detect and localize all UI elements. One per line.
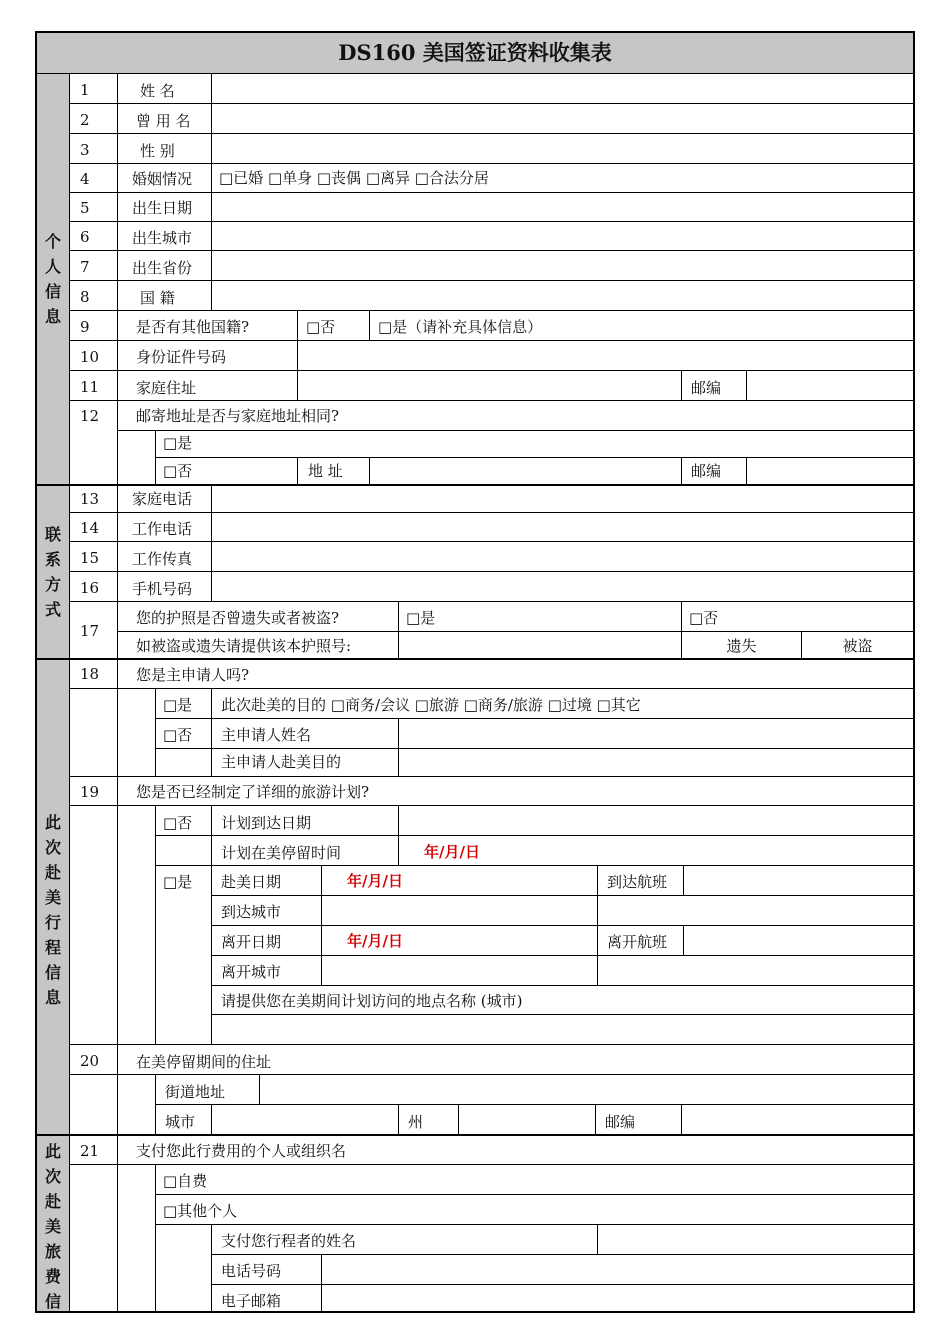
table-rule [398, 805, 399, 865]
section-personal: 个人信息 [44, 232, 61, 326]
other-nationality-label: 是否有其他国籍? [136, 318, 250, 336]
main-applicant-no[interactable]: □否 [163, 726, 193, 744]
home-address-label: 家庭住址 [136, 379, 197, 397]
planned-arrival-label: 计划到达日期 [221, 814, 312, 832]
departure-date-label: 离开日期 [221, 933, 282, 951]
table-rule [117, 430, 914, 431]
table-rule [69, 133, 914, 134]
table-rule [35, 31, 37, 1313]
form-title: DS160 美国签证资料收集表 [338, 40, 612, 65]
mailing-address-label: 地 址 [308, 462, 343, 480]
arrival-date-label: 赴美日期 [221, 873, 282, 891]
row-15-num: 15 [80, 549, 100, 567]
row-2-num: 2 [80, 111, 90, 129]
travel-plan-question: 您是否已经制定了详细的旅游计划? [136, 783, 370, 801]
table-rule [259, 1074, 260, 1104]
table-rule [155, 1164, 156, 1312]
table-rule [69, 310, 914, 311]
table-rule [398, 1104, 399, 1135]
street-address-label: 街道地址 [165, 1083, 226, 1101]
birth-city-label: 出生城市 [132, 229, 193, 247]
passport-lost-label[interactable]: 遗失 [726, 637, 757, 655]
table-rule [35, 1134, 915, 1136]
table-rule [155, 865, 914, 866]
home-phone-label: 家庭电话 [132, 490, 193, 508]
us-address-label: 在美停留期间的住址 [136, 1053, 272, 1071]
table-rule [297, 310, 298, 400]
table-rule [321, 865, 322, 985]
table-rule [681, 457, 682, 485]
table-rule [211, 1224, 212, 1312]
gender-label: 性 别 [140, 142, 175, 160]
mobile-label: 手机号码 [132, 580, 193, 598]
row-9-num: 9 [80, 318, 90, 336]
planned-stay-label: 计划在美停留时间 [221, 844, 342, 862]
travel-plan-yes[interactable]: □是 [163, 873, 193, 891]
table-rule [211, 925, 914, 926]
table-rule [681, 1104, 682, 1135]
table-rule [69, 688, 914, 689]
trip-purpose-options[interactable]: 此次赴美的目的 □商务/会议 □旅游 □商务/旅游 □过境 □其它 [221, 696, 641, 714]
departure-date-format: 年/月/日 [347, 932, 403, 950]
planned-stay-date-format: 年/月/日 [424, 843, 480, 861]
table-rule [69, 571, 914, 572]
row-12-num: 12 [80, 407, 100, 425]
row-11-num: 11 [80, 378, 100, 396]
main-applicant-name-label: 主申请人姓名 [221, 726, 312, 744]
table-rule [155, 718, 914, 719]
table-rule [155, 805, 156, 1044]
table-rule [69, 1074, 914, 1075]
other-nationality-no[interactable]: □否 [306, 318, 336, 336]
table-rule [35, 484, 915, 486]
table-rule [155, 1074, 156, 1135]
arrival-city-label: 到达城市 [221, 903, 282, 921]
work-fax-label: 工作传真 [132, 550, 193, 568]
row-19-num: 19 [80, 783, 100, 801]
row-20-num: 20 [80, 1052, 100, 1070]
home-zip-label: 邮编 [691, 379, 722, 397]
table-rule [155, 1224, 914, 1225]
table-rule [297, 457, 298, 485]
table-rule [69, 512, 914, 513]
passport-lost-no[interactable]: □否 [689, 609, 719, 627]
birth-date-label: 出生日期 [132, 199, 193, 217]
payer-name-label: 支付您行程者的姓名 [221, 1232, 357, 1250]
table-rule [69, 103, 914, 104]
other-nationality-yes[interactable]: □是（请补充具体信息） [378, 318, 543, 336]
table-rule [211, 73, 212, 310]
mailing-same-label: 邮寄地址是否与家庭地址相同? [136, 407, 340, 425]
table-rule [69, 280, 914, 281]
arrival-date-format: 年/月/日 [347, 872, 403, 890]
row-5-num: 5 [80, 199, 90, 217]
table-rule [69, 1044, 914, 1045]
name-label: 姓 名 [140, 82, 175, 100]
row-16-num: 16 [80, 579, 100, 597]
mailing-zip-label: 邮编 [691, 462, 722, 480]
payer-question: 支付您此行费用的个人或组织名 [136, 1142, 347, 1160]
section-contact: 联系方式 [44, 525, 61, 619]
row-7-num: 7 [80, 258, 90, 276]
row-18-num: 18 [80, 665, 100, 683]
table-rule [69, 776, 914, 777]
planned-places-label: 请提供您在美期间计划访问的地点名称 (城市) [221, 992, 523, 1010]
table-rule [155, 1194, 914, 1195]
mailing-same-no[interactable]: □否 [163, 462, 193, 480]
main-applicant-purpose-label: 主申请人赴美目的 [221, 753, 342, 771]
table-rule [746, 370, 747, 400]
row-21-num: 21 [80, 1142, 100, 1160]
self-pay-option[interactable]: □自费 [163, 1172, 208, 1190]
travel-plan-no[interactable]: □否 [163, 814, 193, 832]
table-rule [35, 1311, 915, 1313]
table-rule [211, 955, 914, 956]
table-rule [155, 748, 914, 749]
table-rule [211, 1254, 914, 1255]
table-rule [69, 1164, 914, 1165]
table-rule [69, 340, 914, 341]
departure-flight-label: 离开航班 [607, 933, 668, 951]
table-rule [746, 457, 747, 485]
table-rule [211, 805, 212, 1044]
passport-number-prompt: 如被盗或遗失请提供该本护照号: [136, 637, 352, 655]
table-rule [211, 1104, 212, 1135]
section-funding: 此次赴美旅费信 [44, 1142, 61, 1311]
table-rule [595, 1104, 596, 1135]
row-10-num: 10 [80, 348, 100, 366]
marital-options[interactable]: □已婚 □单身 □丧偶 □离异 □合法分居 [219, 169, 489, 187]
table-rule [597, 865, 598, 985]
row-8-num: 8 [80, 288, 90, 306]
main-applicant-yes[interactable]: □是 [163, 696, 193, 714]
table-rule [69, 400, 914, 401]
table-rule [211, 895, 914, 896]
table-rule [458, 1104, 459, 1135]
passport-lost-question: 您的护照是否曾遗失或者被盗? [136, 609, 340, 627]
payer-email-label: 电子邮箱 [221, 1292, 282, 1310]
table-rule [683, 865, 684, 895]
marital-label: 婚姻情况 [132, 170, 193, 188]
us-zip-label: 邮编 [605, 1113, 636, 1131]
row-6-num: 6 [80, 228, 90, 246]
table-rule [398, 601, 399, 659]
table-rule [398, 718, 399, 776]
table-rule [913, 31, 915, 1313]
table-rule [69, 221, 914, 222]
table-rule [369, 310, 370, 340]
work-phone-label: 工作电话 [132, 520, 193, 538]
table-rule [69, 541, 914, 542]
table-rule [211, 1284, 914, 1285]
payer-phone-label: 电话号码 [221, 1262, 282, 1280]
table-rule [69, 163, 914, 164]
us-city-label: 城市 [165, 1113, 196, 1131]
table-rule [211, 486, 212, 601]
table-rule [155, 835, 914, 836]
nationality-label: 国 籍 [140, 289, 175, 307]
us-state-label: 州 [408, 1113, 424, 1131]
table-rule [321, 1254, 322, 1312]
table-rule [69, 370, 914, 371]
table-rule [211, 985, 914, 986]
table-rule [69, 73, 70, 1313]
table-rule [155, 430, 156, 485]
table-rule [211, 688, 212, 776]
birth-province-label: 出生省份 [132, 259, 193, 277]
table-rule [35, 31, 915, 33]
row-13-num: 13 [80, 490, 100, 508]
row-14-num: 14 [80, 519, 100, 537]
table-rule [69, 601, 914, 602]
section-trip: 此次赴美行程信息 [44, 813, 61, 1007]
other-person-option[interactable]: □其他个人 [163, 1202, 238, 1220]
table-rule [117, 73, 118, 1313]
table-rule [155, 1104, 914, 1105]
table-rule [69, 192, 914, 193]
arrival-flight-label: 到达航班 [607, 873, 668, 891]
table-rule [683, 925, 684, 955]
table-rule [155, 457, 914, 458]
table-rule [69, 805, 914, 806]
main-applicant-question: 您是主申请人吗? [136, 666, 250, 684]
table-rule [117, 631, 914, 632]
departure-city-label: 离开城市 [221, 963, 282, 981]
table-rule [597, 1224, 598, 1254]
row-4-num: 4 [80, 170, 90, 188]
row-17-num: 17 [80, 622, 100, 640]
id-number-label: 身份证件号码 [136, 348, 227, 366]
table-rule [211, 1014, 914, 1015]
table-rule [35, 658, 915, 660]
table-rule [35, 73, 915, 74]
table-rule [155, 688, 156, 776]
passport-lost-yes[interactable]: □是 [406, 609, 436, 627]
passport-stolen-label[interactable]: 被盗 [842, 637, 873, 655]
table-rule [69, 250, 914, 251]
table-rule [681, 370, 682, 400]
row-1-num: 1 [80, 81, 90, 99]
table-rule [369, 457, 370, 485]
mailing-same-yes[interactable]: □是 [163, 434, 193, 452]
row-3-num: 3 [80, 141, 90, 159]
former-name-label: 曾 用 名 [136, 112, 191, 130]
